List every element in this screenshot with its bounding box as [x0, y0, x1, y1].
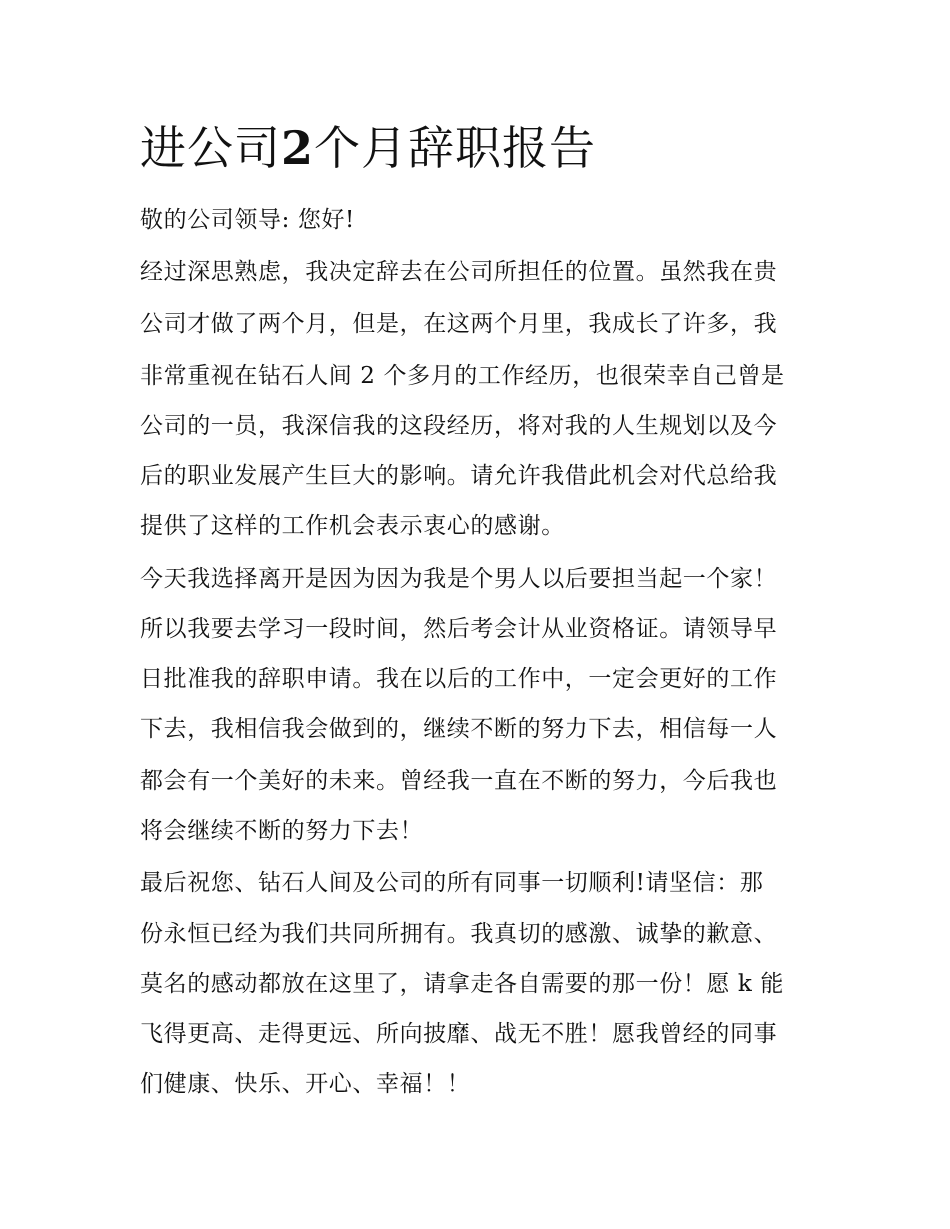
- title-prefix: 进公司: [140, 121, 281, 175]
- body-line: 日批准我的辞职申请。我在以后的工作中，一定会更好的工作: [140, 666, 778, 692]
- body-line: 都会有一个美好的未来。曾经我一直在不断的努力，今后我也: [140, 768, 778, 794]
- body-line: 们健康、快乐、开心、幸福！！: [140, 1071, 471, 1097]
- title-number: 2: [281, 121, 315, 175]
- document-title: [140, 118, 596, 178]
- body-line: 公司才做了两个月，但是，在这两个月里，我成长了许多，我: [140, 311, 778, 337]
- body-line: 下去，我相信我会做到的，继续不断的努力下去，相信每一人: [140, 716, 778, 742]
- body-line: 公司的一员，我深信我的这段经历，将对我的人生规划以及今: [140, 413, 778, 439]
- body-line: 份永恒已经为我们共同所拥有。我真切的感激、诚挚的歉意、: [140, 921, 778, 947]
- title-suffix: 个月辞职报告: [314, 121, 597, 175]
- body-line: 经过深思熟虑，我决定辞去在公司所担任的位置。虽然我在贵: [140, 259, 778, 285]
- body-line: 最后祝您、钻石人间及公司的所有同事一切顺利!请坚信：那: [140, 870, 764, 896]
- body-line: 后的职业发展产生巨大的影响。请允许我借此机会对代总给我: [140, 463, 778, 489]
- body-line: 非常重视在钻石人间 2 个多月的工作经历，也很荣幸自己曾是: [140, 363, 785, 389]
- body-line: 将会继续不断的努力下去！: [140, 818, 424, 844]
- body-line: 提供了这样的工作机会表示衷心的感谢。: [140, 513, 565, 539]
- body-line: 飞得更高、走得更远、所向披靡、战无不胜！愿我曾经的同事: [140, 1021, 778, 1047]
- greeting-line: 敬的公司领导: 您好!: [140, 207, 355, 233]
- body-line: 莫名的感动都放在这里了，请拿走各自需要的那一份！愿 k 能: [140, 971, 784, 997]
- body-line: 所以我要去学习一段时间，然后考会计从业资格证。请领导早: [140, 616, 778, 642]
- body-line: 今天我选择离开是因为因为我是个男人以后要担当起一个家！: [140, 566, 778, 592]
